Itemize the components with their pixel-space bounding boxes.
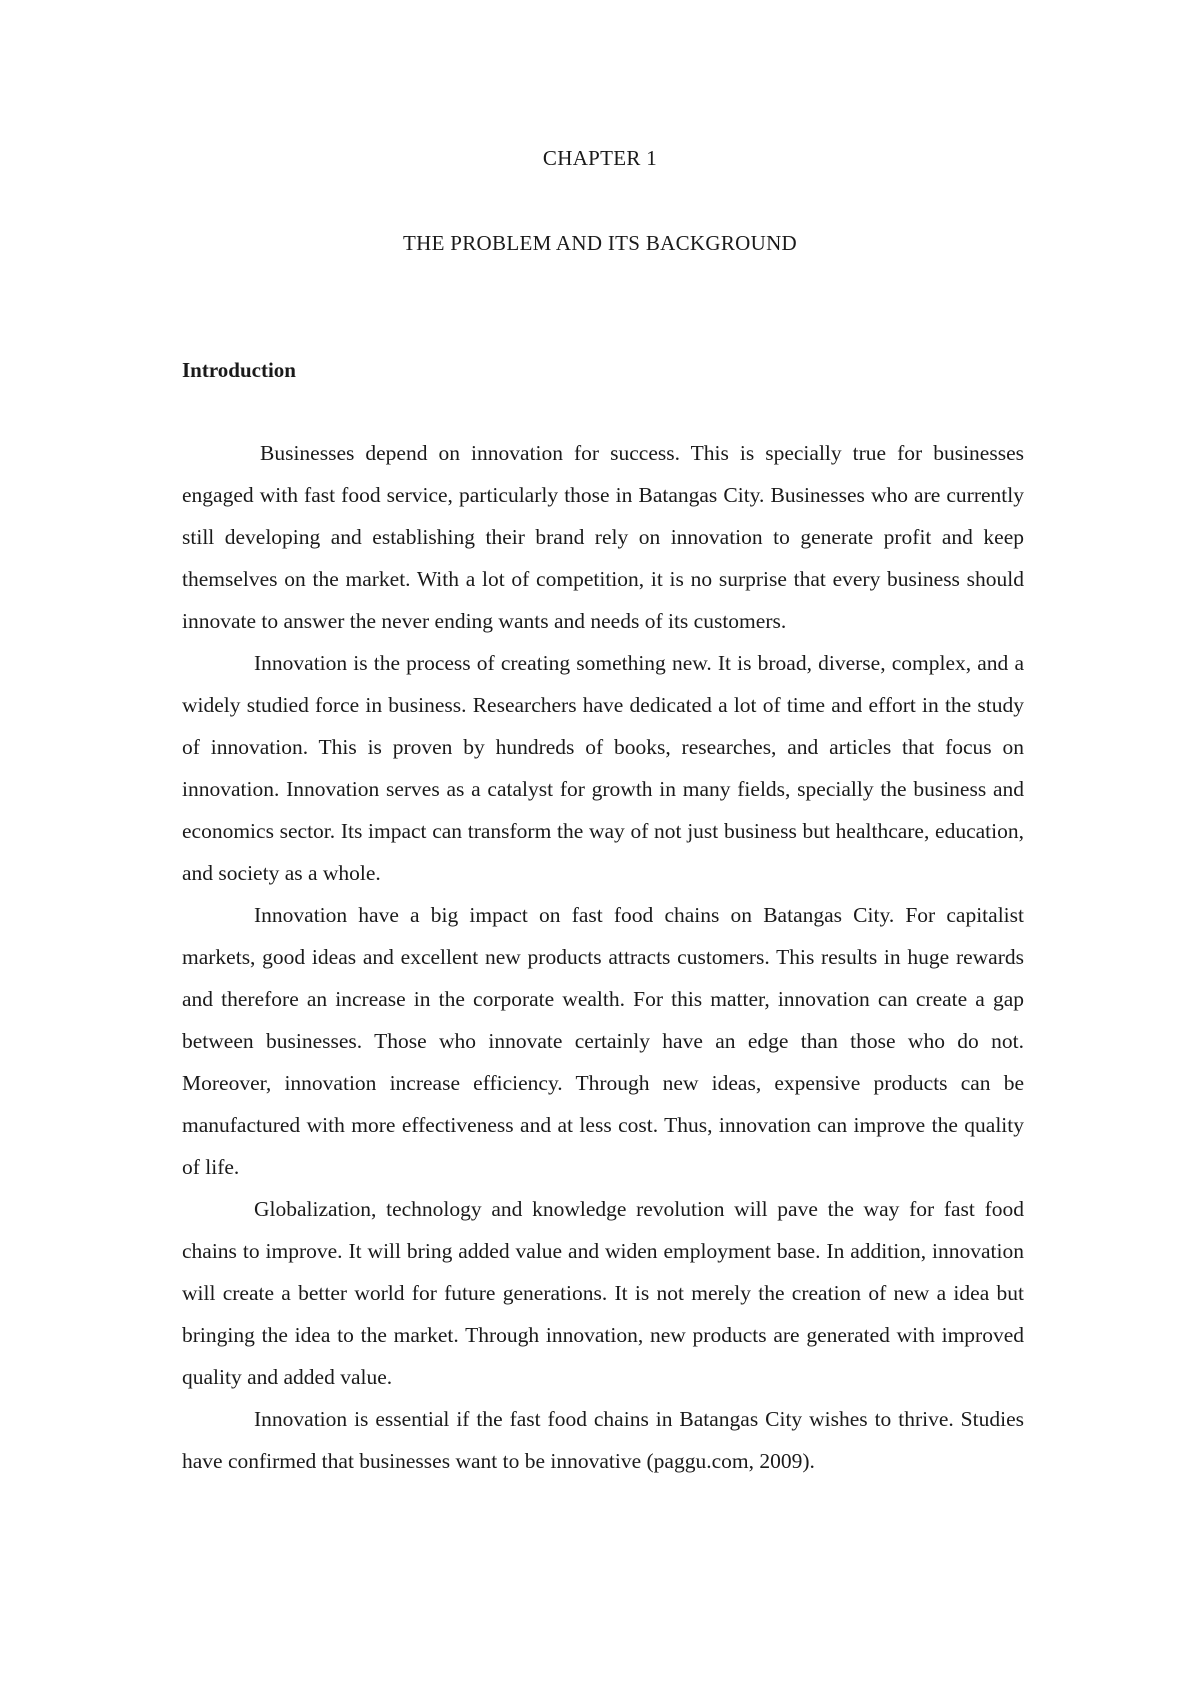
paragraph: Innovation is essential if the fast food chains in Batangas City wishes to thrive. Studies have confirmed that businesses want to be innovative (paggu.com, 2009). [182,1407,1024,1473]
paragraph: Innovation is the process of creating something new. It is broad, diverse, complex, and a widely studied force in business. Researchers have dedicated a lot of time and effort in the study of innovation. This is proven by hundreds of books, researches, and articles that focus on innovation. Innovation serves as a catalyst for growth in many fields, specially the business and economics sector. Its impact can transform the way of not just business but healthcare, education, and society as a whole. [182,651,1024,885]
section-heading: Introduction [182,358,296,382]
paragraph: Businesses depend on innovation for success. This is specially true for businesses engaged with fast food service, particularly those in Batangas City. Businesses who are currently still developing and establishing their brand rely on innovation to generate profit and keep themselves on the market. With a lot of competition, it is no surprise that every business should innovate to answer the never ending wants and needs of its customers. [182,441,1024,633]
paragraph: Innovation have a big impact on fast food chains on Batangas City. For capitalist markets, good ideas and excellent new products attracts customers. This results in huge rewards and therefore an increase in the corporate wealth. For this matter, innovation can create a gap between businesses. Those who innovate certainly have an edge than those who do not. Moreover, innovation increase efficiency. Through new ideas, expensive products can be manufactured with more effectiveness and at less cost. Thus, innovation can improve the quality of life. [182,903,1024,1179]
body-text [182,432,1024,1482]
chapter-number: CHAPTER 1 [542,146,658,170]
paragraph: Globalization, technology and knowledge revolution will pave the way for fast food chains to improve. It will bring added value and widen employment base. In addition, innovation will create a better world for future generations. It is not merely the creation of new a idea but bringing the idea to the market. Through innovation, new products are generated with improved quality and added value. [182,1197,1024,1389]
chapter-title: THE PROBLEM AND ITS BACKGROUND [402,231,798,255]
